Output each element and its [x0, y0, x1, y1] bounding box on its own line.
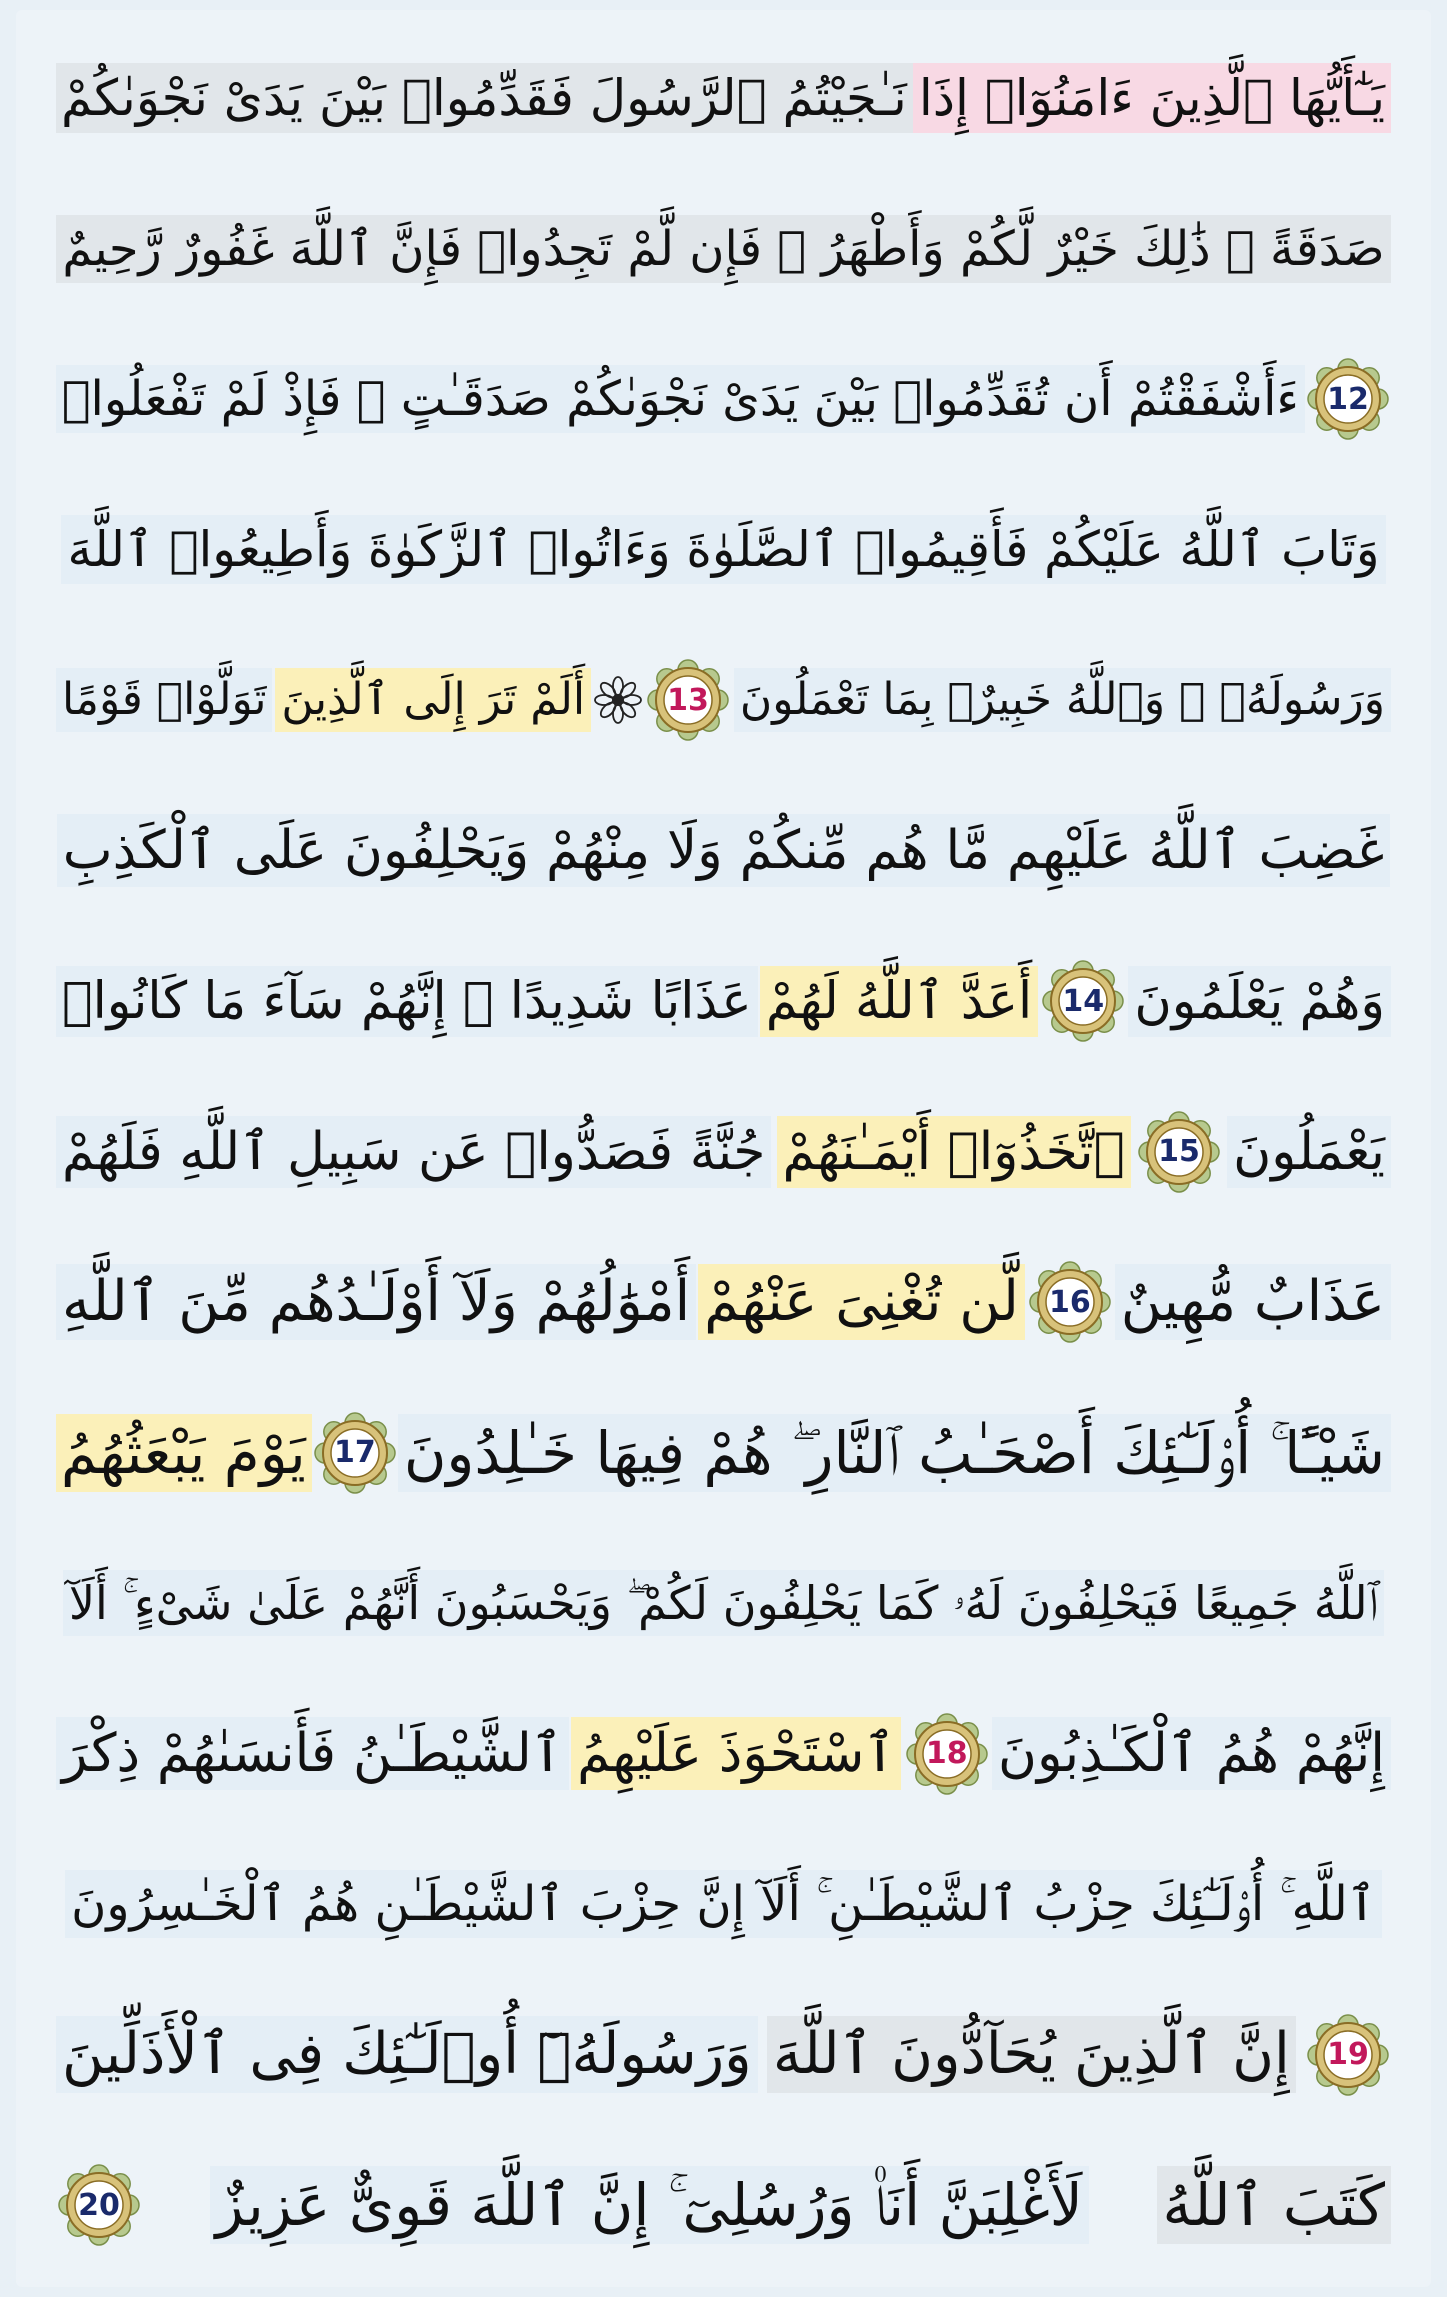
ayah-number: 12: [1327, 381, 1369, 417]
verse-text: ءَأَشْفَقْتُمْ أَن تُقَدِّمُوا۟ بَيْنَ يَدَىْ نَجْوَىٰكُمْ صَدَقَـٰتٍ ۚ فَإِذْ لَمْ تَفْعَلُوا۟: [56, 365, 1305, 433]
ayah-number-marker[interactable]: [1040, 958, 1126, 1044]
verse-text: ٱللَّهُ جَمِيعًا فَيَحْلِفُونَ لَهُۥ كَمَا يَحْلِفُونَ لَكُمْ ۖ وَيَحْسَبُونَ أَنَّهُمْ عَلَىٰ شَىْءٍ ۚ أَلَآ: [63, 1570, 1384, 1636]
verse-text: وَرَسُولَهُۥ ۚ وَٱللَّهُ خَبِيرٌۢ بِمَا تَعْمَلُونَ: [734, 668, 1391, 732]
quran-line: [56, 1222, 1391, 1382]
quran-line: [56, 1975, 1391, 2135]
ayah-number: 14: [1062, 983, 1105, 1019]
ayah-number: 16: [1048, 1284, 1091, 1320]
verse-text: وَهُمْ يَعْلَمُونَ: [1128, 966, 1391, 1037]
quran-line: [56, 1824, 1391, 1984]
quran-line: [56, 1072, 1391, 1232]
highlighted-verse-start: لَّن تُغْنِىَ عَنْهُمْ: [698, 1264, 1025, 1340]
quran-line: [56, 470, 1391, 630]
verse-text: كَتَبَ ٱللَّهُ: [1157, 2166, 1391, 2244]
ayah-number: 20: [78, 2187, 120, 2223]
ayah-number: 13: [667, 682, 709, 718]
ayah-number: 15: [1158, 1134, 1200, 1169]
verse-text: يَـٰٓأَيُّهَا ٱلَّذِينَ ءَامَنُوٓا۟ إِذَا: [913, 63, 1391, 133]
ayah-number-marker[interactable]: [645, 657, 731, 743]
ayah-number-marker[interactable]: [1136, 1109, 1222, 1195]
ayah-number-marker[interactable]: [312, 1410, 398, 1496]
ayah-number: 17: [333, 1435, 376, 1470]
quran-line: [56, 1523, 1391, 1683]
quran-line: [56, 620, 1391, 780]
quran-line: [56, 319, 1391, 479]
quran-line: [56, 18, 1391, 178]
verse-text: غَضِبَ ٱللَّهُ عَلَيْهِم مَّا هُم مِّنكُمْ وَلَا مِنْهُمْ وَيَحْلِفُونَ عَلَى ٱلْكَذِبِ: [57, 814, 1391, 887]
hizb-star-icon: [594, 676, 642, 724]
verse-text: وَتَابَ ٱللَّهُ عَلَيْكُمْ فَأَقِيمُوا۟ ٱلصَّلَوٰةَ وَءَاتُوا۟ ٱلزَّكَوٰةَ وَأَطِيعُوا۟ ٱللَّهَ: [61, 515, 1385, 584]
quran-line: [56, 1373, 1391, 1533]
verse-text: عَذَابٌ مُّهِينٌ: [1115, 1264, 1391, 1340]
ayah-number-marker[interactable]: [904, 1711, 990, 1797]
verse-text: ٱلشَّيْطَـٰنُ فَأَنسَىٰهُمْ ذِكْرَ: [56, 1717, 569, 1790]
quran-line: [56, 1674, 1391, 1834]
verse-text: جُنَّةً فَصَدُّوا۟ عَن سَبِيلِ ٱللَّهِ فَلَهُمْ: [56, 1116, 771, 1188]
ayah-number: 18: [925, 1736, 968, 1771]
highlighted-verse-start: ٱسْتَحْوَذَ عَلَيْهِمُ: [571, 1717, 901, 1790]
ayah-number-marker[interactable]: [1305, 2012, 1391, 2098]
verse-text: نَـٰجَيْتُمُ ٱلرَّسُولَ فَقَدِّمُوا۟ بَيْنَ يَدَىْ نَجْوَىٰكُمْ: [56, 63, 913, 133]
quran-line: [56, 2125, 1391, 2285]
quran-line: [56, 921, 1391, 1081]
verse-text: إِنَّهُمْ هُمُ ٱلْكَـٰذِبُونَ: [992, 1717, 1391, 1790]
verse-text: ٱللَّهِ ۚ أُو۟لَـٰٓئِكَ حِزْبُ ٱلشَّيْطَـٰنِ ۚ أَلَآ إِنَّ حِزْبَ ٱلشَّيْطَـٰنِ هُمُ ٱلْخَـٰسِرُونَ: [65, 1870, 1382, 1938]
verse-text: يَعْمَلُونَ: [1227, 1116, 1391, 1188]
quran-line: [56, 169, 1391, 329]
ayah-number-marker[interactable]: [1305, 356, 1391, 442]
ayah-number-marker[interactable]: [56, 2162, 142, 2248]
verse-text: تَوَلَّوْا۟ قَوْمًا: [56, 668, 272, 732]
highlighted-verse-start: ٱتَّخَذُوٓا۟ أَيْمَـٰنَهُمْ: [777, 1116, 1131, 1188]
verse-text: أَمْوَٰلُهُمْ وَلَآ أَوْلَـٰدُهُم مِّنَ ٱللَّهِ: [56, 1264, 696, 1340]
quran-line: [56, 771, 1391, 931]
verse-text: صَدَقَةً ۚ ذَٰلِكَ خَيْرٌ لَّكُمْ وَأَطْهَرُ ۚ فَإِن لَّمْ تَجِدُوا۟ فَإِنَّ ٱللَّهَ غَفُورٌ رَّحِيمٌ: [56, 215, 1390, 283]
verse-text: إِنَّ ٱلَّذِينَ يُحَآدُّونَ ٱللَّهَ: [767, 2016, 1296, 2093]
ayah-number-marker[interactable]: [1027, 1259, 1113, 1345]
verse-text: عَذَابًا شَدِيدًا ۖ إِنَّهُمْ سَآءَ مَا كَانُوا۟: [56, 966, 758, 1037]
verse-text: لَأَغْلِبَنَّ أَنَا۠ وَرُسُلِىٓ ۚ إِنَّ ٱللَّهَ قَوِىٌّ عَزِيزٌ: [210, 2166, 1089, 2244]
highlighted-verse-start: أَعَدَّ ٱللَّهُ لَهُمْ: [760, 966, 1038, 1037]
highlighted-verse-start: أَلَمْ تَرَ إِلَى ٱلَّذِينَ: [275, 668, 591, 732]
mushaf-page: [16, 10, 1431, 2287]
verse-text: شَيْـًٔا ۚ أُو۟لَـٰٓئِكَ أَصْحَـٰبُ ٱلنَّارِ ۖ هُمْ فِيهَا خَـٰلِدُونَ: [398, 1414, 1391, 1492]
verse-text: وَرَسُولَهُۥٓ أُو۟لَـٰٓئِكَ فِى ٱلْأَذَلِّينَ: [56, 2016, 758, 2093]
highlighted-verse-start: يَوْمَ يَبْعَثُهُمُ: [56, 1414, 312, 1492]
ayah-number: 19: [1327, 2037, 1369, 2072]
